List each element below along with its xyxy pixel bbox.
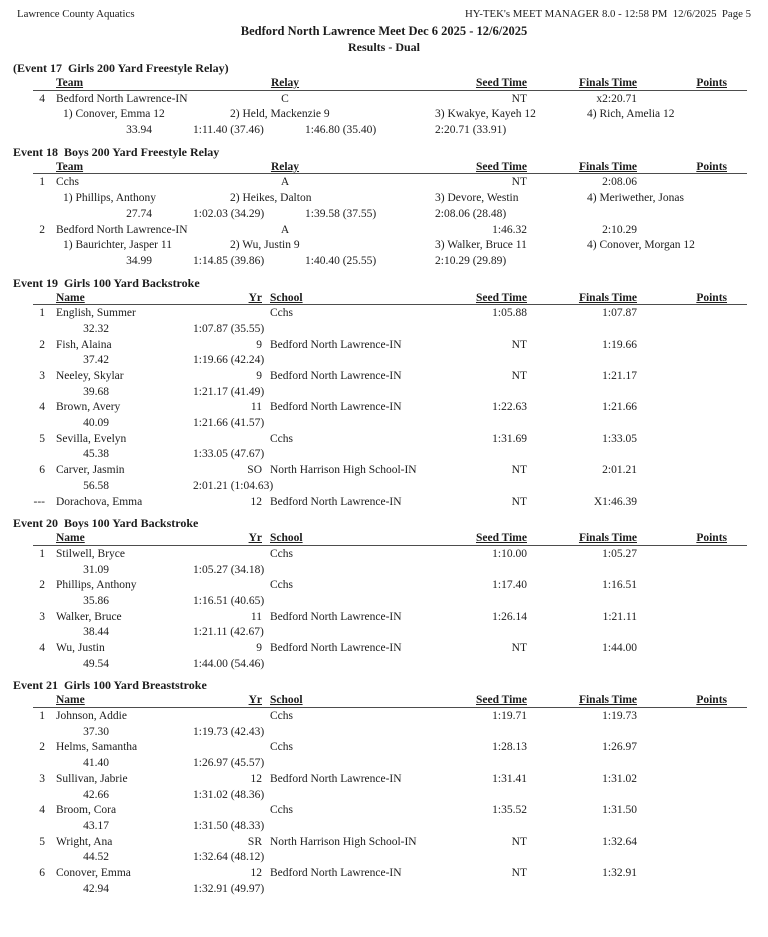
column-header-seed: Seed Time xyxy=(475,532,527,545)
column-header-row xyxy=(0,76,768,92)
school-name: Cchs xyxy=(270,710,293,723)
swimmer-name: Neeley, Skylar xyxy=(56,370,124,382)
swimmer-item: 4) Conover, Morgan 12 xyxy=(587,239,695,252)
split-item: 2:08.06 (28.48) xyxy=(435,207,507,220)
split-item: 1:19.73 (42.43) xyxy=(193,725,265,738)
result-row xyxy=(0,803,768,834)
column-header-row xyxy=(0,291,768,307)
column-header-points: Points xyxy=(696,160,727,173)
split-item: 1:31.50 (48.33) xyxy=(193,819,265,832)
school-name: Bedford North Lawrence-IN xyxy=(270,866,402,879)
result-row xyxy=(0,306,768,337)
result-row xyxy=(0,835,768,866)
result-main-line xyxy=(0,338,768,354)
swimmer-item: 2) Held, Mackenzie 9 xyxy=(230,108,330,121)
column-header-school: School xyxy=(270,532,303,545)
splits-line xyxy=(0,756,768,772)
seed-time: NT xyxy=(511,370,527,382)
column-header-points: Points xyxy=(696,694,727,707)
seed-time: 1:31.41 xyxy=(492,772,527,785)
result-row xyxy=(0,175,768,222)
school-name: North Harrison High School-IN xyxy=(270,464,417,477)
swimmer-item: 3) Devore, Westin xyxy=(435,192,519,205)
column-header-points: Points xyxy=(696,77,727,89)
school-name: Cchs xyxy=(270,741,293,754)
finals-time: 1:31.02 xyxy=(602,772,637,785)
split-item: 1:21.17 (41.49) xyxy=(193,385,265,398)
split-item: 56.58 xyxy=(83,479,109,492)
column-header-yr: Yr xyxy=(248,291,262,304)
place: 4 xyxy=(39,642,45,654)
finals-time: 2:08.06 xyxy=(602,176,637,189)
result-main-line xyxy=(0,835,768,851)
school-name: Cchs xyxy=(270,579,293,592)
event-title: Event 20 Boys 100 Yard Backstroke xyxy=(13,516,199,531)
split-item: 44.52 xyxy=(83,851,109,864)
place: 6 xyxy=(39,464,45,477)
swimmer-item: 3) Kwakye, Kayeh 12 xyxy=(435,108,536,121)
seed-time: 1:22.63 xyxy=(492,401,527,414)
column-header-name: Name xyxy=(56,532,85,545)
column-header-relay: Relay xyxy=(270,160,300,173)
split-item: 27.74 xyxy=(126,207,152,220)
swimmer-name: Broom, Cora xyxy=(56,804,117,817)
split-item: 1:26.97 (45.57) xyxy=(193,757,265,770)
seed-time: NT xyxy=(511,866,527,879)
school-name: Bedford North Lawrence-IN xyxy=(270,338,402,351)
splits-line xyxy=(0,850,768,866)
split-item: 1:19.66 (42.24) xyxy=(193,354,265,367)
splits-line xyxy=(0,725,768,741)
splits-line xyxy=(0,322,768,338)
seed-time: NT xyxy=(511,642,527,654)
event-title: Event 19 Girls 100 Yard Backstroke xyxy=(13,275,200,290)
result-main-line xyxy=(0,866,768,882)
seed-time: 1:10.00 xyxy=(492,547,527,560)
split-item: 32.32 xyxy=(83,322,109,335)
result-row xyxy=(0,610,768,641)
result-main-line xyxy=(0,641,768,657)
team-name: Cchs xyxy=(56,176,79,189)
place: 1 xyxy=(39,176,45,189)
split-item: 37.30 xyxy=(83,725,109,738)
split-item: 49.54 xyxy=(83,657,109,670)
result-main-line xyxy=(0,463,768,479)
split-item: 38.44 xyxy=(83,626,109,639)
split-item: 1:21.66 (41.57) xyxy=(193,417,265,430)
column-header-school: School xyxy=(270,291,303,304)
year: 12 xyxy=(250,495,262,508)
splits-line xyxy=(0,625,768,641)
result-row xyxy=(0,866,768,897)
result-row xyxy=(0,709,768,740)
swimmer-item: 1) Baurichter, Jasper 11 xyxy=(63,239,172,252)
school-name: Cchs xyxy=(270,804,293,817)
column-header-yr: Yr xyxy=(248,532,262,545)
event-section xyxy=(0,60,768,139)
relay-swimmers-line xyxy=(0,107,768,123)
split-item: 34.99 xyxy=(126,254,152,267)
seed-time: 1:35.52 xyxy=(492,804,527,817)
column-header-row xyxy=(0,531,768,547)
place: 2 xyxy=(39,338,45,351)
result-row xyxy=(0,772,768,803)
swimmer-name: Walker, Bruce xyxy=(56,610,122,623)
result-row xyxy=(0,740,768,771)
finals-time: X1:46.39 xyxy=(593,495,637,508)
place: 3 xyxy=(39,370,45,382)
splits-line xyxy=(0,123,768,139)
split-item: 33.94 xyxy=(126,124,152,137)
school-name: North Harrison High School-IN xyxy=(270,835,417,848)
split-item: 1:31.02 (48.36) xyxy=(193,788,265,801)
year: 9 xyxy=(256,338,262,351)
swimmer-name: Phillips, Anthony xyxy=(56,579,137,592)
split-item: 40.09 xyxy=(83,417,109,430)
seed-time: NT xyxy=(511,176,527,189)
swimmer-name: Dorachova, Emma xyxy=(56,495,143,508)
result-row xyxy=(0,463,768,494)
finals-time: 1:05.27 xyxy=(602,547,637,560)
column-header-team: Team xyxy=(56,77,84,89)
split-item: 1:40.40 (25.55) xyxy=(305,254,377,267)
meet-title: Bedford North Lawrence Meet Dec 6 2025 - 12/6/2025 xyxy=(240,24,528,38)
splits-line xyxy=(0,416,768,432)
result-main-line xyxy=(0,369,768,385)
report-subtitle: Results - Dual xyxy=(347,40,420,54)
finals-time: 1:32.64 xyxy=(602,835,637,848)
column-header-seed: Seed Time xyxy=(475,291,527,304)
swimmer-name: Wu, Justin xyxy=(56,642,105,654)
split-item: 1:39.58 (37.55) xyxy=(305,207,377,220)
school-name: Bedford North Lawrence-IN xyxy=(270,495,402,508)
seed-time: NT xyxy=(511,835,527,848)
splits-line xyxy=(0,657,768,673)
place: 6 xyxy=(39,866,45,879)
split-item: 1:46.80 (35.40) xyxy=(305,124,377,137)
result-row xyxy=(0,578,768,609)
swimmer-item: 2) Wu, Justin 9 xyxy=(230,239,300,252)
seed-time: 1:31.69 xyxy=(492,432,527,445)
result-main-line xyxy=(0,175,768,191)
year: 12 xyxy=(250,866,262,879)
result-row xyxy=(0,495,768,511)
finals-time: 1:19.66 xyxy=(602,338,637,351)
split-item: 31.09 xyxy=(83,563,109,576)
year: 9 xyxy=(256,642,262,654)
column-header-finals: Finals Time xyxy=(578,532,637,545)
school-name: Bedford North Lawrence-IN xyxy=(270,401,402,414)
column-header-finals: Finals Time xyxy=(578,694,637,707)
seed-time: NT xyxy=(511,464,527,477)
event-title: Event 18 Boys 200 Yard Freestyle Relay xyxy=(13,144,220,159)
column-header-seed: Seed Time xyxy=(475,77,527,89)
splits-line xyxy=(0,479,768,495)
result-row xyxy=(0,338,768,369)
result-row xyxy=(0,641,768,672)
finals-time: 1:32.91 xyxy=(602,866,637,879)
result-row xyxy=(0,547,768,578)
swimmer-item: 2) Heikes, Dalton xyxy=(230,192,312,205)
swimmer-name: Wright, Ana xyxy=(56,835,113,848)
swimmer-item: 1) Phillips, Anthony xyxy=(63,192,156,205)
team-name: Bedford North Lawrence-IN xyxy=(56,92,188,105)
result-row xyxy=(0,432,768,463)
result-main-line xyxy=(0,610,768,626)
result-row xyxy=(0,223,768,270)
place: 5 xyxy=(39,432,45,445)
finals-time: 1:21.66 xyxy=(602,401,637,414)
school-name: Bedford North Lawrence-IN xyxy=(270,772,402,785)
seed-time: 1:05.88 xyxy=(492,307,527,320)
school-name: Cchs xyxy=(270,547,293,560)
column-header-seed: Seed Time xyxy=(475,694,527,707)
column-header-yr: Yr xyxy=(248,694,262,707)
event-section xyxy=(0,677,768,897)
column-header-team: Team xyxy=(56,160,84,173)
result-main-line xyxy=(0,740,768,756)
split-item: 1:32.64 (48.12) xyxy=(193,851,265,864)
year: 12 xyxy=(250,772,262,785)
place: 4 xyxy=(39,804,45,817)
result-row xyxy=(0,400,768,431)
split-item: 45.38 xyxy=(83,448,109,461)
place: 5 xyxy=(39,835,45,848)
column-header-points: Points xyxy=(696,532,727,545)
swimmer-name: Johnson, Addie xyxy=(56,710,127,723)
seed-time: 1:19.71 xyxy=(492,710,527,723)
split-item: 2:10.29 (29.89) xyxy=(435,254,507,267)
splits-line xyxy=(0,788,768,804)
split-item: 43.17 xyxy=(83,819,109,832)
year: SR xyxy=(247,835,262,848)
split-item: 1:16.51 (40.65) xyxy=(193,594,265,607)
split-item: 1:21.11 (42.67) xyxy=(193,626,264,639)
result-main-line xyxy=(0,547,768,563)
swimmer-name: English, Summer xyxy=(56,307,136,320)
report-info: HY-TEK's MEET MANAGER 8.0 - 12:58 PM 12/6/2025 Page 5 xyxy=(464,8,751,20)
seed-time: NT xyxy=(511,495,527,508)
swimmer-name: Conover, Emma xyxy=(56,866,131,879)
column-header-name: Name xyxy=(56,694,85,707)
place: 1 xyxy=(39,307,45,320)
school-name: Bedford North Lawrence-IN xyxy=(270,610,402,623)
page-meta-row xyxy=(0,8,768,22)
seed-time: NT xyxy=(511,338,527,351)
split-item: 1:33.05 (47.67) xyxy=(193,448,265,461)
event-section xyxy=(0,275,768,511)
event-section xyxy=(0,515,768,672)
seed-time: 1:28.13 xyxy=(492,741,527,754)
finals-time: 1:19.73 xyxy=(602,710,637,723)
split-item: 1:05.27 (34.18) xyxy=(193,563,265,576)
place: 3 xyxy=(39,772,45,785)
result-main-line xyxy=(0,772,768,788)
column-header-finals: Finals Time xyxy=(578,160,637,173)
result-row xyxy=(0,369,768,400)
result-main-line xyxy=(0,400,768,416)
split-item: 1:02.03 (34.29) xyxy=(193,207,265,220)
column-header-seed: Seed Time xyxy=(475,160,527,173)
result-main-line xyxy=(0,578,768,594)
result-main-line xyxy=(0,495,768,511)
splits-line xyxy=(0,594,768,610)
place: 1 xyxy=(39,547,45,560)
split-item: 42.94 xyxy=(83,882,109,895)
swimmer-name: Carver, Jasmin xyxy=(56,464,125,477)
event-title: Event 21 Girls 100 Yard Breaststroke xyxy=(13,678,207,693)
year: 11 xyxy=(250,401,262,414)
place: 3 xyxy=(39,610,45,623)
swimmer-item: 4) Rich, Amelia 12 xyxy=(587,108,675,121)
column-header-row xyxy=(0,693,768,709)
column-header-row xyxy=(0,160,768,176)
place: 4 xyxy=(39,401,45,414)
place: 2 xyxy=(39,579,45,592)
result-main-line xyxy=(0,432,768,448)
column-header-name: Name xyxy=(56,291,85,304)
finals-time: 1:26.97 xyxy=(602,741,637,754)
split-item: 1:44.00 (54.46) xyxy=(193,657,265,670)
split-item: 37.42 xyxy=(83,354,109,367)
swimmer-item: 3) Walker, Bruce 11 xyxy=(435,239,527,252)
finals-time: 2:10.29 xyxy=(602,223,637,236)
team-name: Bedford North Lawrence-IN xyxy=(56,223,188,236)
splits-line xyxy=(0,385,768,401)
school-name: Bedford North Lawrence-IN xyxy=(270,642,402,654)
swimmer-item: 1) Conover, Emma 12 xyxy=(63,108,165,121)
relay-letter: A xyxy=(280,223,290,236)
split-item: 1:14.85 (39.86) xyxy=(193,254,265,267)
seed-time: NT xyxy=(511,92,527,105)
column-header-relay: Relay xyxy=(270,77,300,89)
finals-time: 1:21.17 xyxy=(602,370,637,382)
seed-time: 1:46.32 xyxy=(492,223,527,236)
seed-time: 1:26.14 xyxy=(492,610,527,623)
finals-time: 1:31.50 xyxy=(602,804,637,817)
splits-line xyxy=(0,447,768,463)
splits-line xyxy=(0,353,768,369)
finals-time: 1:16.51 xyxy=(602,579,637,592)
swimmer-name: Fish, Alaina xyxy=(56,338,112,351)
result-main-line xyxy=(0,306,768,322)
place: 2 xyxy=(39,741,45,754)
year: 11 xyxy=(250,610,262,623)
split-item: 1:32.91 (49.97) xyxy=(193,882,265,895)
swimmer-name: Helms, Samantha xyxy=(56,741,138,754)
finals-time: 2:01.21 xyxy=(602,464,637,477)
school-name: Bedford North Lawrence-IN xyxy=(270,370,402,382)
column-header-finals: Finals Time xyxy=(578,291,637,304)
splits-line xyxy=(0,882,768,898)
events xyxy=(0,60,768,897)
school-name: Cchs xyxy=(270,307,293,320)
finals-time: 1:33.05 xyxy=(602,432,637,445)
splits-line xyxy=(0,563,768,579)
place: 2 xyxy=(39,223,45,236)
split-item: 2:20.71 (33.91) xyxy=(435,124,507,137)
place: 4 xyxy=(39,92,45,105)
place: 1 xyxy=(39,710,45,723)
result-main-line xyxy=(0,92,768,108)
split-item: 35.86 xyxy=(83,594,109,607)
event-title: (Event 17 Girls 200 Yard Freestyle Relay) xyxy=(13,61,229,75)
swimmer-name: Sullivan, Jabrie xyxy=(56,772,128,785)
splits-line xyxy=(0,254,768,270)
split-item: 2:01.21 (1:04.63) xyxy=(193,479,274,492)
split-item: 41.40 xyxy=(83,757,109,770)
swimmer-item: 4) Meriwether, Jonas xyxy=(587,192,684,205)
split-item: 42.66 xyxy=(83,788,109,801)
place: --- xyxy=(33,495,45,508)
relay-letter: A xyxy=(280,176,290,189)
result-row xyxy=(0,92,768,139)
result-main-line xyxy=(0,709,768,725)
year: SO xyxy=(247,464,262,477)
school-name: Cchs xyxy=(270,432,293,445)
relay-swimmers-line xyxy=(0,191,768,207)
column-header-points: Points xyxy=(696,291,727,304)
swimmer-name: Sevilla, Evelyn xyxy=(56,432,127,445)
split-item: 1:07.87 (35.55) xyxy=(193,322,265,335)
splits-line xyxy=(0,819,768,835)
finals-time: 1:07.87 xyxy=(602,307,637,320)
column-header-school: School xyxy=(270,694,303,707)
split-item: 1:11.40 (37.46) xyxy=(193,124,264,137)
seed-time: 1:17.40 xyxy=(492,579,527,592)
finals-time: 1:44.00 xyxy=(602,642,637,654)
finals-time: x2:20.71 xyxy=(596,92,637,105)
relay-swimmers-line xyxy=(0,238,768,254)
event-section xyxy=(0,144,768,270)
result-main-line xyxy=(0,223,768,239)
relay-letter: C xyxy=(281,92,289,105)
split-item: 39.68 xyxy=(83,385,109,398)
result-main-line xyxy=(0,803,768,819)
swimmer-name: Stilwell, Bryce xyxy=(56,547,125,560)
column-header-finals: Finals Time xyxy=(578,77,637,89)
finals-time: 1:21.11 xyxy=(602,610,637,623)
year: 9 xyxy=(256,370,262,382)
meet-host: Lawrence County Aquatics xyxy=(17,8,135,20)
swimmer-name: Brown, Avery xyxy=(56,401,121,414)
splits-line xyxy=(0,207,768,223)
